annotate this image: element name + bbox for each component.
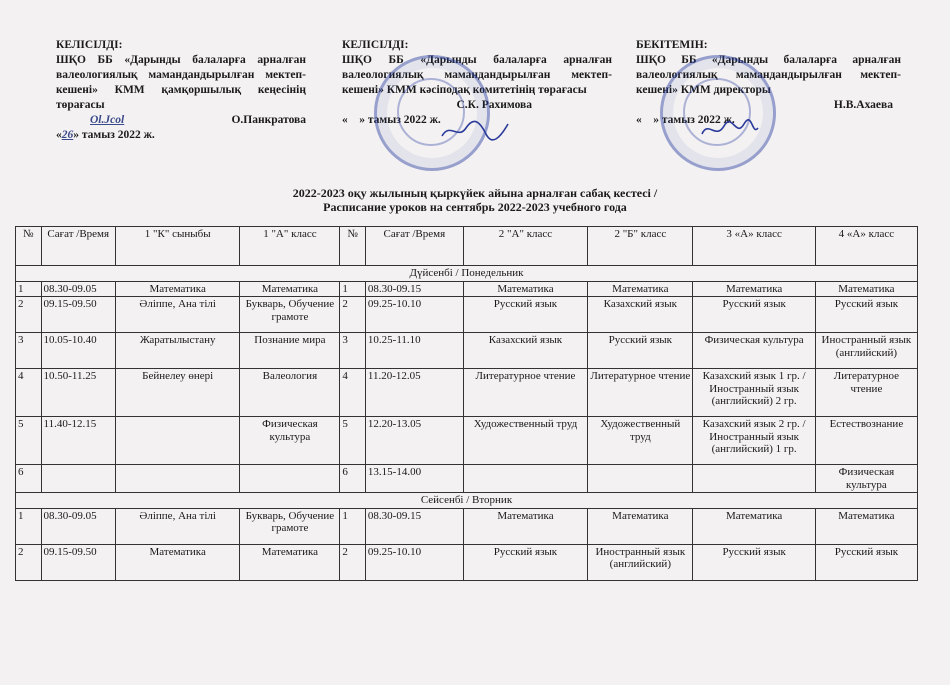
table-cell: Русский язык	[815, 297, 917, 333]
table-cell: Русский язык	[588, 333, 693, 369]
table-cell: 5	[340, 417, 366, 465]
table-cell: 13.15-14.00	[365, 465, 463, 493]
table-cell: Казахский язык	[463, 333, 587, 369]
table-row	[16, 369, 918, 417]
table-cell: 6	[16, 465, 42, 493]
table-cell: Естествознание	[815, 417, 917, 465]
table-cell: Әліппе, Ана тілі	[115, 508, 239, 544]
table-row	[16, 544, 918, 580]
table-cell: Литературное чтение	[588, 369, 693, 417]
day-row	[16, 493, 918, 509]
table-cell: Математика	[240, 281, 340, 297]
table-cell: Математика	[240, 544, 340, 580]
approval-date: «26» тамыз 2022 ж.	[56, 129, 155, 141]
approval-body: ШҚО ББ «Дарынды балаларға арналған валеологиялық мамандандырылған мектеп-кешені» КММ қамқоршылық кеңесінің төрағасы	[56, 54, 306, 111]
table-cell: Математика	[693, 508, 815, 544]
day-name: Дүйсенбі / Понедельник	[16, 266, 918, 282]
column-header: 1 "А" класс	[240, 227, 340, 266]
table-cell	[463, 465, 587, 493]
approval-body: ШҚО ББ «Дарынды балаларға арналған валеологиялық мамандандырылған мектеп-кешені» КММ кәсіподақ комитетінің төрағасы	[342, 54, 612, 96]
handwritten-signature	[440, 118, 510, 146]
table-cell: 2	[340, 297, 366, 333]
table-cell: Валеология	[240, 369, 340, 417]
table-cell: Математика	[815, 508, 917, 544]
table-cell	[115, 417, 239, 465]
table-cell	[41, 465, 115, 493]
table-cell: Математика	[463, 281, 587, 297]
table-cell: Казахский язык	[588, 297, 693, 333]
table-cell	[115, 465, 239, 493]
round-stamp	[660, 55, 776, 171]
table-cell: 09.25-10.10	[365, 544, 463, 580]
table-cell: Литературное чтение	[463, 369, 587, 417]
schedule-body	[16, 266, 918, 581]
day-row	[16, 266, 918, 282]
column-header: 3 «А» класс	[693, 227, 815, 266]
column-header: 1 "К" сыныбы	[115, 227, 239, 266]
table-row	[16, 297, 918, 333]
table-cell: Математика	[115, 281, 239, 297]
table-cell: Русский язык	[693, 544, 815, 580]
approval-date: « » тамыз 2022 ж.	[342, 114, 441, 126]
table-cell: Русский язык	[463, 297, 587, 333]
table-cell: Физическая культура	[815, 465, 917, 493]
table-cell: 08.30-09.05	[41, 508, 115, 544]
column-header: 4 «А» класс	[815, 227, 917, 266]
table-cell: Иностранный язык (английский)	[815, 333, 917, 369]
table-cell: Иностранный язык (английский)	[588, 544, 693, 580]
table-cell: 08.30-09.05	[41, 281, 115, 297]
table-row	[16, 417, 918, 465]
round-stamp	[374, 55, 490, 171]
title-line-1: 2022-2023 оқу жылының қыркүйек айына арналған сабақ кестесі /	[292, 186, 658, 200]
approval-heading: КЕЛІСІЛДІ:	[56, 39, 123, 51]
table-cell: 3	[340, 333, 366, 369]
table-cell: Познание мира	[240, 333, 340, 369]
table-cell: 2	[16, 544, 42, 580]
column-header: 2 "А" класс	[463, 227, 587, 266]
table-cell: 08.30-09.15	[365, 508, 463, 544]
table-cell: Русский язык	[693, 297, 815, 333]
table-cell: 2	[16, 297, 42, 333]
table-cell: Математика	[115, 544, 239, 580]
schedule-header	[16, 227, 918, 266]
table-cell	[693, 465, 815, 493]
table-cell: Математика	[693, 281, 815, 297]
table-cell: Казахский язык 1 гр. / Иностранный язык (английский) 2 гр.	[693, 369, 815, 417]
table-cell: 11.40-12.15	[41, 417, 115, 465]
table-cell: 2	[340, 544, 366, 580]
handwritten-signature	[700, 118, 760, 146]
table-row	[16, 333, 918, 369]
signature-name: О.Панкратова	[231, 114, 306, 126]
table-cell: Казахский язык 2 гр. / Иностранный язык (английский) 1 гр.	[693, 417, 815, 465]
signature-line	[56, 113, 306, 128]
approval-heading: БЕКІТЕМІН:	[636, 39, 708, 51]
table-row	[16, 508, 918, 544]
table-cell: Букварь, Обучение грамоте	[240, 297, 340, 333]
date-day: 26	[61, 129, 74, 141]
table-cell: 4	[16, 369, 42, 417]
table-cell: Русский язык	[815, 544, 917, 580]
table-cell: Әліппе, Ана тілі	[115, 297, 239, 333]
document-title	[0, 186, 950, 214]
table-cell: 1	[16, 508, 42, 544]
approval-body: ШҚО ББ «Дарынды балаларға арналған валеологиялық мамандандырылған мектеп-кешені» КММ директоры	[636, 54, 901, 96]
table-cell: Художественный труд	[463, 417, 587, 465]
title-line-2: Расписание уроков на сентябрь 2022-2023 учебного года	[323, 200, 627, 214]
column-header: Сағат /Время	[41, 227, 115, 266]
table-cell: Жаратылыстану	[115, 333, 239, 369]
signature-name: Н.В.Ахаева	[833, 99, 893, 111]
table-cell: 1	[16, 281, 42, 297]
column-header: №	[340, 227, 366, 266]
column-header: 2 "Б" класс	[588, 227, 693, 266]
schedule-table	[15, 226, 918, 581]
header-row	[16, 227, 918, 266]
table-row	[16, 465, 918, 493]
table-cell: Русский язык	[463, 544, 587, 580]
signature-name: С.К. Рахимова	[456, 99, 532, 111]
approval-heading: КЕЛІСІЛДІ:	[342, 39, 409, 51]
table-cell: Математика	[463, 508, 587, 544]
day-name: Сейсенбі / Вторник	[16, 493, 918, 509]
table-cell: 12.20-13.05	[365, 417, 463, 465]
signature-scribble: Ol.Jcol	[90, 114, 125, 126]
table-cell: 3	[16, 333, 42, 369]
table-row	[16, 281, 918, 297]
table-cell: 10.05-10.40	[41, 333, 115, 369]
column-header: Сағат /Время	[365, 227, 463, 266]
table-cell: 10.50-11.25	[41, 369, 115, 417]
table-cell	[240, 465, 340, 493]
table-cell: 4	[340, 369, 366, 417]
table-cell: 11.20-12.05	[365, 369, 463, 417]
table-cell: Физическая культура	[693, 333, 815, 369]
table-cell: Математика	[815, 281, 917, 297]
table-cell	[588, 465, 693, 493]
table-cell: Литературное чтение	[815, 369, 917, 417]
table-cell: Бейнелеу өнері	[115, 369, 239, 417]
table-cell: 09.15-09.50	[41, 544, 115, 580]
table-cell: 5	[16, 417, 42, 465]
table-cell: 10.25-11.10	[365, 333, 463, 369]
table-cell: 1	[340, 508, 366, 544]
table-cell: Художественный труд	[588, 417, 693, 465]
table-cell: 6	[340, 465, 366, 493]
table-cell: Математика	[588, 508, 693, 544]
table-cell: 1	[340, 281, 366, 297]
table-cell: Физическая культура	[240, 417, 340, 465]
table-cell: 09.25-10.10	[365, 297, 463, 333]
column-header: №	[16, 227, 42, 266]
approval-left	[56, 38, 306, 143]
table-cell: 08.30-09.15	[365, 281, 463, 297]
approval-date: « » тамыз 2022 ж.	[636, 114, 735, 126]
table-cell: Математика	[588, 281, 693, 297]
table-cell: Букварь, Обучение грамоте	[240, 508, 340, 544]
table-cell: 09.15-09.50	[41, 297, 115, 333]
